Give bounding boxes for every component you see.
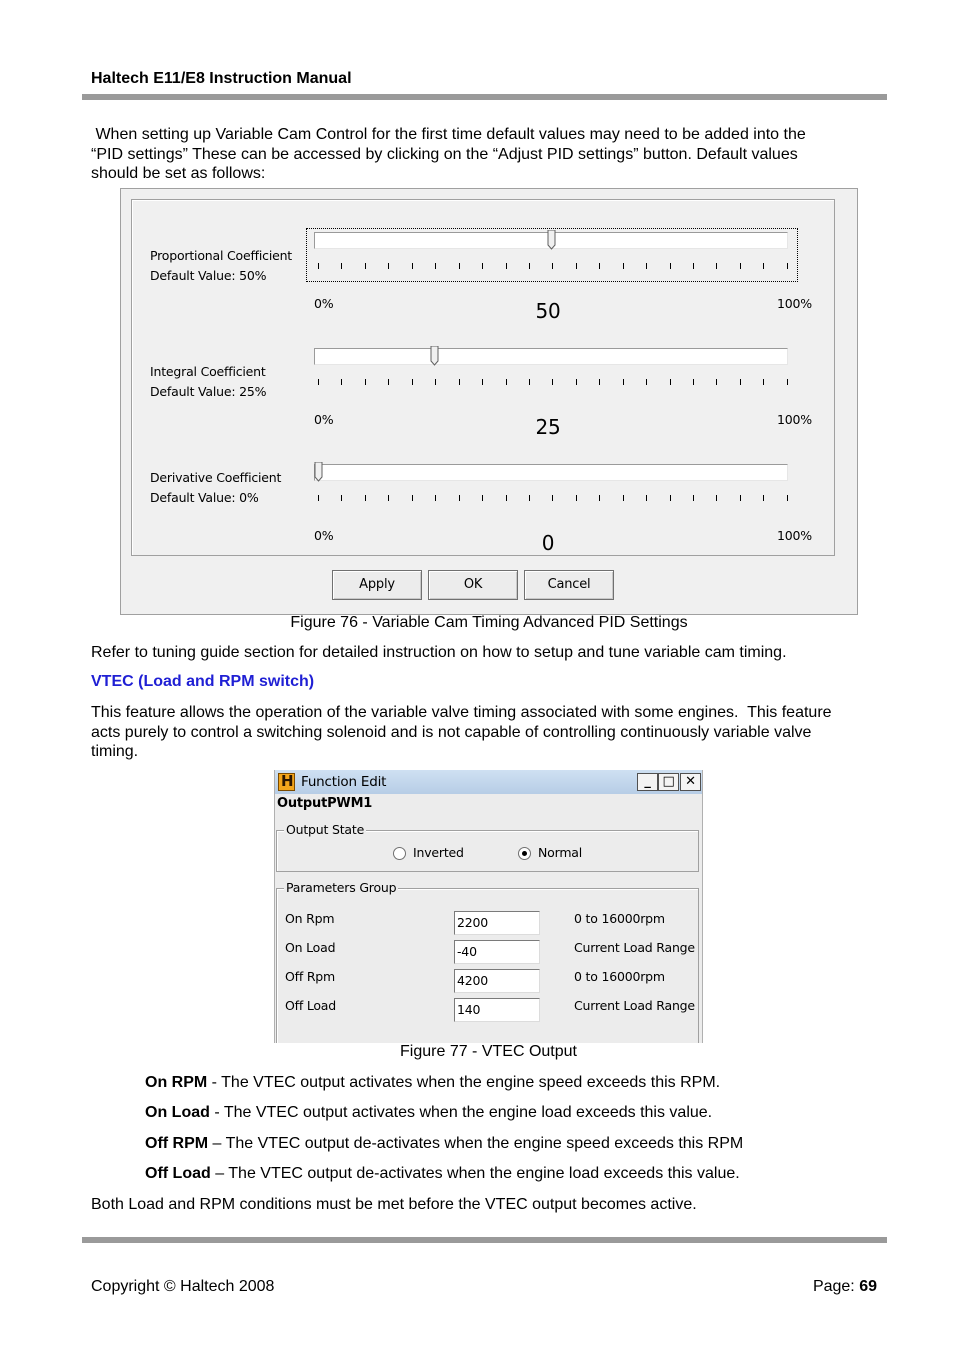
- tick-mark: [529, 495, 530, 501]
- definition-item: [145, 1104, 712, 1122]
- tick-mark: [623, 495, 624, 501]
- haltech-logo-icon: [278, 773, 295, 791]
- integral-max-label: 100%: [777, 412, 812, 427]
- tick-mark: [365, 263, 366, 269]
- tick-mark: [318, 379, 319, 385]
- tick-mark: [506, 495, 507, 501]
- tick-mark: [552, 495, 553, 501]
- on-rpm-input[interactable]: 2200: [454, 911, 540, 935]
- tick-mark: [459, 379, 460, 385]
- on-load-input[interactable]: -40: [454, 940, 540, 964]
- tick-mark: [763, 263, 764, 269]
- tick-mark: [388, 379, 389, 385]
- output-state-group: [276, 822, 699, 872]
- tick-mark: [740, 263, 741, 269]
- footer-page-number: 69: [859, 1278, 877, 1295]
- footer-page-label: Page:: [812, 1278, 860, 1295]
- tick-mark: [318, 263, 319, 269]
- tick-mark: [482, 495, 483, 501]
- tick-mark: [740, 379, 741, 385]
- proportional-slider-thumb[interactable]: [547, 230, 556, 250]
- tick-mark: [576, 495, 577, 501]
- proportional-name: Proportional Coefficient: [150, 248, 293, 263]
- tick-mark: [646, 263, 647, 269]
- pid-settings-dialog: [120, 188, 858, 615]
- footer-copyright: Copyright © Haltech 2008: [91, 1278, 275, 1295]
- proportional-max-label: 100%: [777, 296, 812, 311]
- tick-mark: [459, 495, 460, 501]
- vtec-heading: VTEC (Load and RPM switch): [91, 673, 315, 690]
- window-titlebar: [275, 770, 703, 794]
- derivative-name: Derivative Coefficient: [150, 470, 282, 485]
- parameters-group: [276, 880, 699, 1043]
- tick-mark: [365, 495, 366, 501]
- off-load-input[interactable]: 140: [454, 998, 540, 1022]
- tick-mark: [529, 379, 530, 385]
- tick-mark: [482, 263, 483, 269]
- apply-button[interactable]: Apply: [332, 570, 422, 600]
- figure77-caption: Figure 77 - VTEC Output: [400, 1043, 577, 1060]
- footer-rule: [82, 1237, 887, 1243]
- tick-mark: [412, 495, 413, 501]
- on-rpm-range: 0 to 16000rpm: [574, 911, 665, 926]
- intro-line: should be set as follows:: [91, 165, 266, 182]
- tick-mark: [716, 495, 717, 501]
- derivative-value: 0: [541, 531, 555, 555]
- tick-mark: [646, 495, 647, 501]
- tick-mark: [435, 263, 436, 269]
- tick-mark: [670, 379, 671, 385]
- integral-value: 25: [535, 415, 561, 439]
- tick-mark: [529, 263, 530, 269]
- tick-mark: [763, 495, 764, 501]
- definition-term: On Load: [145, 1104, 210, 1121]
- tick-mark: [506, 263, 507, 269]
- integral-default: Default Value: 25%: [150, 384, 267, 399]
- definition-item: [145, 1165, 740, 1183]
- definition-text: – The VTEC output de-activates when the engine speed exceeds this RPM: [208, 1135, 744, 1152]
- tick-mark: [787, 379, 788, 385]
- tick-mark: [341, 495, 342, 501]
- parameters-title: Parameters Group: [286, 880, 397, 895]
- integral-name: Integral Coefficient: [150, 364, 266, 379]
- tick-mark: [693, 263, 694, 269]
- header-rule: [82, 94, 887, 100]
- proportional-label: [150, 246, 292, 286]
- derivative-min-label: 0%: [314, 528, 334, 543]
- derivative-default: Default Value: 0%: [150, 490, 259, 505]
- proportional-default: Default Value: 50%: [150, 268, 267, 283]
- integral-slider-thumb[interactable]: [430, 346, 439, 366]
- tick-mark: [412, 263, 413, 269]
- output-state-title: Output State: [286, 822, 365, 837]
- normal-radio[interactable]: [518, 847, 531, 860]
- tick-mark: [506, 379, 507, 385]
- tick-mark: [412, 379, 413, 385]
- definition-text: - The VTEC output activates when the engine speed exceeds this RPM.: [207, 1074, 721, 1091]
- tick-mark: [670, 495, 671, 501]
- tick-mark: [552, 263, 553, 269]
- off-load-range: Current Load Range: [574, 998, 695, 1013]
- on-load-label: On Load: [285, 940, 336, 955]
- proportional-ticks: [318, 263, 788, 271]
- tick-mark: [576, 379, 577, 385]
- tick-mark: [318, 495, 319, 501]
- tick-mark: [623, 379, 624, 385]
- tick-mark: [763, 379, 764, 385]
- tick-mark: [435, 495, 436, 501]
- definition-item: [145, 1074, 720, 1092]
- proportional-min-label: 0%: [314, 296, 334, 311]
- derivative-slider-thumb[interactable]: [314, 462, 323, 482]
- footer-page: [813, 1278, 877, 1296]
- tick-mark: [716, 379, 717, 385]
- derivative-label: [150, 468, 281, 508]
- off-rpm-label: Off Rpm: [285, 969, 336, 984]
- tick-mark: [552, 379, 553, 385]
- vtec-paragraph: [91, 703, 881, 762]
- tick-mark: [693, 495, 694, 501]
- off-rpm-range: 0 to 16000rpm: [574, 969, 665, 984]
- integral-slider-track[interactable]: [314, 348, 788, 365]
- on-rpm-label: On Rpm: [285, 911, 335, 926]
- tick-mark: [459, 263, 460, 269]
- tick-mark: [388, 495, 389, 501]
- tick-mark: [341, 263, 342, 269]
- proportional-value: 50: [535, 299, 561, 323]
- on-load-range: Current Load Range: [574, 940, 695, 955]
- inverted-radio[interactable]: [393, 847, 406, 860]
- minimize-button[interactable]: _: [637, 773, 658, 791]
- integral-label: [150, 362, 266, 402]
- tick-mark: [599, 495, 600, 501]
- definition-term: On RPM: [145, 1074, 208, 1091]
- inverted-label: Inverted: [413, 845, 464, 860]
- normal-label: Normal: [538, 845, 583, 860]
- close-button[interactable]: ✕: [680, 773, 701, 791]
- intro-line: “PID settings” These can be accessed by clicking on the “Adjust PID settings” button. Default values: [91, 145, 798, 163]
- definition-term: Off RPM: [145, 1135, 209, 1152]
- definition-item: [145, 1135, 743, 1153]
- derivative-slider-track[interactable]: [314, 464, 788, 481]
- ok-button[interactable]: OK: [428, 570, 518, 600]
- tick-mark: [646, 379, 647, 385]
- cancel-button[interactable]: Cancel: [524, 570, 614, 600]
- intro-line: When setting up Variable Cam Control for the first time default values may need to be added into the: [91, 126, 806, 143]
- tick-mark: [787, 495, 788, 501]
- tick-mark: [740, 495, 741, 501]
- tick-mark: [482, 379, 483, 385]
- tick-mark: [693, 379, 694, 385]
- tick-mark: [787, 263, 788, 269]
- off-load-label: Off Load: [285, 998, 337, 1013]
- off-rpm-input[interactable]: 4200: [454, 969, 540, 993]
- maximize-button[interactable]: □: [658, 773, 679, 791]
- pid-group-box: [131, 199, 835, 556]
- figure76-caption: Figure 76 - Variable Cam Timing Advanced PID Settings: [290, 614, 688, 631]
- header-title: Haltech E11/E8 Instruction Manual: [91, 70, 352, 87]
- tick-mark: [576, 263, 577, 269]
- tick-mark: [365, 379, 366, 385]
- tick-mark: [623, 263, 624, 269]
- vtec-line: timing.: [91, 743, 139, 760]
- tick-mark: [341, 379, 342, 385]
- tick-mark: [599, 379, 600, 385]
- integral-min-label: 0%: [314, 412, 334, 427]
- tick-mark: [388, 263, 389, 269]
- definition-term: Off Load: [145, 1165, 211, 1182]
- tick-mark: [716, 263, 717, 269]
- vtec-line: acts purely to control a switching solenoid and is not capable of controlling continuously variable valve: [91, 723, 812, 741]
- tick-mark: [670, 263, 671, 269]
- function-edit-window: [274, 770, 703, 1043]
- tick-mark: [435, 379, 436, 385]
- both-conditions-paragraph: Both Load and RPM conditions must be met before the VTEC output becomes active.: [91, 1196, 697, 1213]
- derivative-max-label: 100%: [777, 528, 812, 543]
- window-title: Function Edit: [301, 774, 387, 790]
- output-name: OutputPWM1: [277, 796, 373, 811]
- vtec-line: This feature allows the operation of the variable valve timing associated with some engines. This feature: [91, 704, 832, 721]
- intro-paragraph: [91, 125, 881, 184]
- definition-text: – The VTEC output de-activates when the engine load exceeds this value.: [210, 1165, 740, 1182]
- refer-paragraph: Refer to tuning guide section for detailed instruction on how to setup and tune variable cam timing.: [91, 644, 787, 661]
- integral-ticks: [318, 379, 788, 387]
- derivative-ticks: [318, 495, 788, 503]
- tick-mark: [599, 263, 600, 269]
- definition-text: - The VTEC output activates when the engine load exceeds this value.: [209, 1104, 713, 1121]
